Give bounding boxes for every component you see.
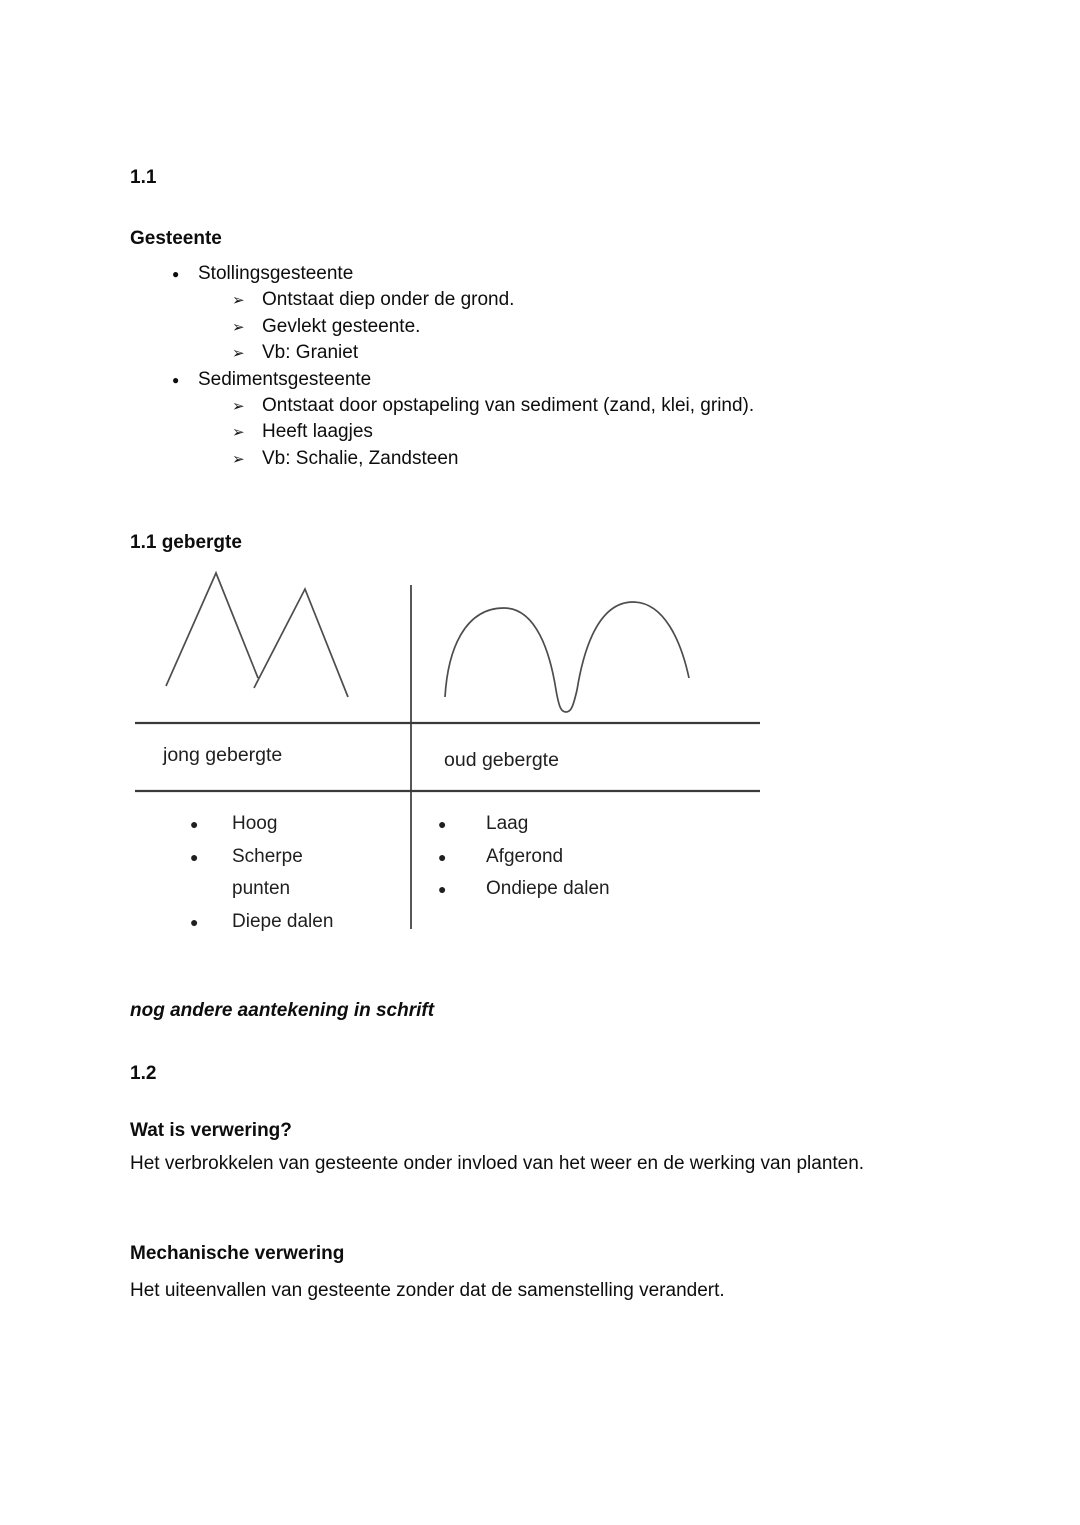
list-subitem-text: Ontstaat door opstapeling van sediment (zand, klei, grind). xyxy=(262,395,755,417)
list-item xyxy=(130,367,970,393)
arrow-bullet-icon: ➢ xyxy=(232,423,245,442)
arrow-bullet-icon: ➢ xyxy=(232,344,245,363)
heading-mechanische-verwering: Mechanische verwering xyxy=(130,1243,345,1264)
list-item xyxy=(438,873,698,906)
bullet-icon: ● xyxy=(438,848,447,865)
oud-gebergte-list xyxy=(438,808,698,906)
paragraph-mechanische-verwering: Het uiteenvallen van gesteente zonder dat de samenstelling verandert. xyxy=(130,1280,725,1301)
list-subitem-text: Heeft laagjes xyxy=(262,421,373,443)
list-subitem xyxy=(130,446,970,472)
bullet-icon: ● xyxy=(438,881,447,897)
list-item-text: Ondiepe dalen xyxy=(486,878,610,899)
bullet-icon: ● xyxy=(190,848,199,865)
heading-gebergte: 1.1 gebergte xyxy=(130,532,242,553)
jong-gebergte-list xyxy=(190,808,380,938)
list-item-text: Scherpe punten xyxy=(232,845,303,899)
list-item-label: Sedimentsgesteente xyxy=(198,368,372,390)
arrow-bullet-icon: ➢ xyxy=(232,449,245,468)
list-subitem-text: Vb: Graniet xyxy=(262,342,359,364)
note-text: nog andere aantekening in schrift xyxy=(130,1000,435,1021)
list-subitem xyxy=(130,419,970,445)
list-item-text: Diepe dalen xyxy=(232,910,334,932)
list-item-label: Stollingsgesteente xyxy=(198,263,354,284)
bullet-icon: ● xyxy=(172,372,180,387)
arrow-bullet-icon: ➢ xyxy=(232,291,245,310)
bullet-icon: ● xyxy=(190,913,199,930)
gebergte-figure xyxy=(100,555,800,945)
list-item-text: Laag xyxy=(486,813,529,834)
arrow-bullet-icon: ➢ xyxy=(232,317,245,336)
bullet-icon: ● xyxy=(438,816,447,832)
list-subitem xyxy=(130,393,970,419)
list-item xyxy=(190,841,380,906)
heading-gesteente: Gesteente xyxy=(130,228,222,249)
paragraph-verwering: Het verbrokkelen van gesteente onder invloed van het weer en de werking van planten. xyxy=(130,1153,865,1174)
list-item xyxy=(190,906,380,939)
gesteente-list xyxy=(130,261,970,472)
list-item-text: Afgerond xyxy=(486,845,564,867)
bullet-icon: ● xyxy=(190,816,199,832)
list-item xyxy=(438,841,698,874)
list-subitem-text: Ontstaat diep onder de grond. xyxy=(262,289,515,311)
rounded-hills-sketch xyxy=(445,602,689,712)
arrow-bullet-icon: ➢ xyxy=(232,397,245,416)
column-header-jong-gebergte: jong gebergte xyxy=(163,744,283,766)
list-item xyxy=(130,261,970,287)
bullet-icon: ● xyxy=(172,267,180,281)
section-number-1-1: 1.1 xyxy=(130,167,157,188)
list-subitem xyxy=(130,314,970,340)
list-subitem-text: Vb: Schalie, Zandsteen xyxy=(262,447,459,469)
list-subitem-text: Gevlekt gesteente. xyxy=(262,315,421,337)
heading-wat-is-verwering: Wat is verwering? xyxy=(130,1120,292,1141)
list-subitem xyxy=(130,340,970,366)
sharp-peaks-sketch xyxy=(166,573,348,697)
column-header-oud-gebergte: oud gebergte xyxy=(444,749,559,771)
list-item xyxy=(438,808,698,841)
list-item xyxy=(190,808,380,841)
list-item-text: Hoog xyxy=(232,813,278,834)
list-subitem xyxy=(130,287,970,313)
section-number-1-2: 1.2 xyxy=(130,1063,157,1084)
